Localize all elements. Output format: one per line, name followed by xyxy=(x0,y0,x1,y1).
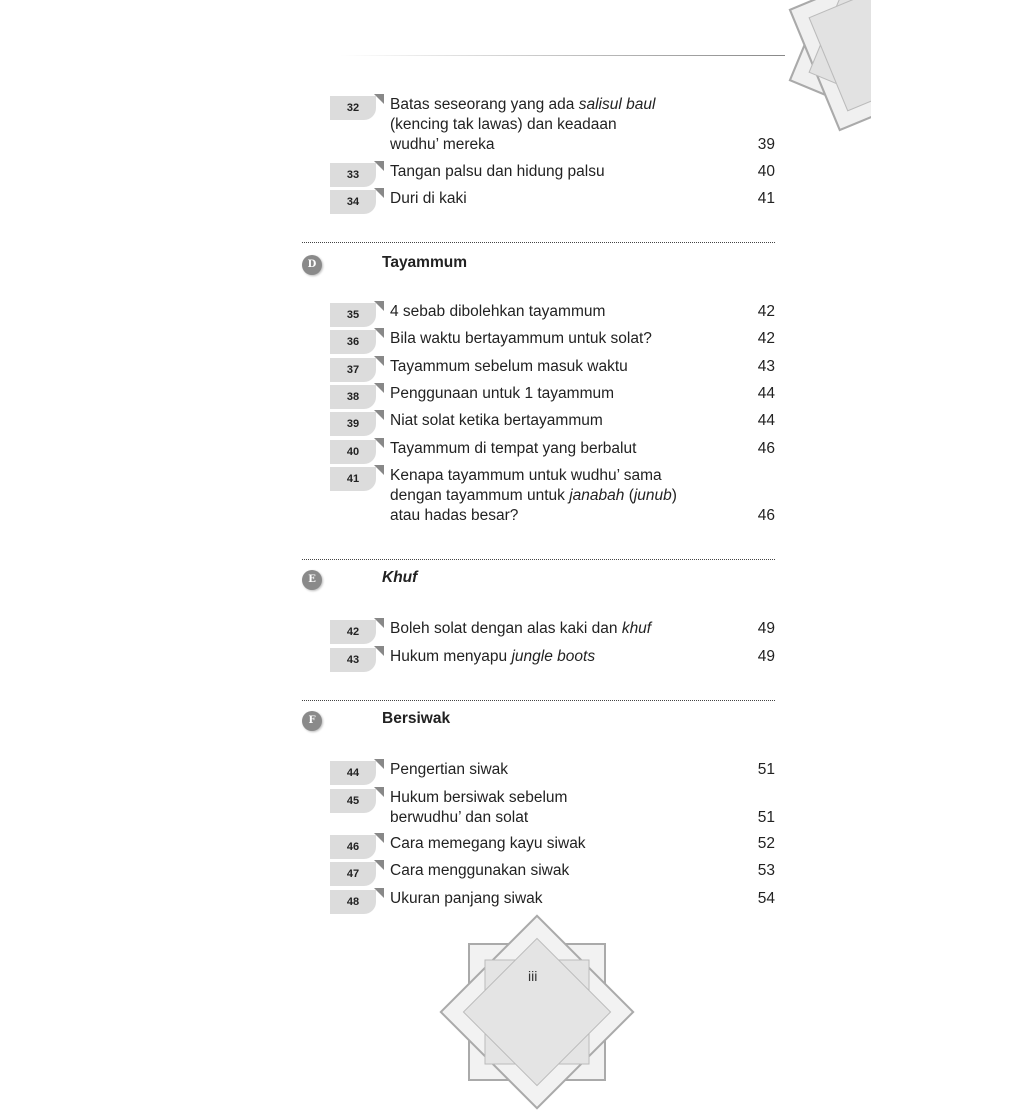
entry-number-badge: 38 xyxy=(330,385,376,409)
text: ) xyxy=(671,487,677,504)
corner-triangle-icon xyxy=(374,618,384,628)
text: Hukum bersiwak sebelum xyxy=(390,789,568,806)
text: Boleh solat dengan alas kaki dan xyxy=(390,620,622,637)
corner-triangle-icon xyxy=(374,860,384,870)
entry-title-line xyxy=(390,466,730,486)
entry-title xyxy=(390,619,730,639)
italic-text: jungle boots xyxy=(511,648,596,665)
corner-triangle-icon xyxy=(374,356,384,366)
entry-page-number: 54 xyxy=(757,890,775,907)
entry-title xyxy=(390,189,730,209)
entry-title-line xyxy=(390,808,730,828)
page-number: iii xyxy=(528,968,538,984)
entry-page-number: 42 xyxy=(757,330,775,347)
text: atau hadas besar? xyxy=(390,507,519,524)
text: Batas seseorang yang ada xyxy=(390,96,579,113)
entry-page-number: 53 xyxy=(757,862,775,879)
text: 4 sebab dibolehkan tayammum xyxy=(390,303,606,320)
corner-triangle-icon xyxy=(374,465,384,475)
corner-triangle-icon xyxy=(374,833,384,843)
text: Tayammum di tempat yang berbalut xyxy=(390,440,637,457)
corner-triangle-icon xyxy=(374,328,384,338)
text: Tayammum sebelum masuk waktu xyxy=(390,358,628,375)
section-divider xyxy=(302,242,775,243)
entry-number-badge: 36 xyxy=(330,330,376,354)
entry-title-line xyxy=(390,162,730,182)
entry-title-line xyxy=(390,189,730,209)
entry-number-badge: 43 xyxy=(330,648,376,672)
italic-text: khuf xyxy=(621,620,652,637)
section-divider xyxy=(302,559,775,560)
entry-title-line xyxy=(390,619,730,639)
entry-number-badge: 41 xyxy=(330,467,376,491)
entry-title xyxy=(390,329,730,349)
entry-page-number: 43 xyxy=(757,358,775,375)
entry-number-badge: 39 xyxy=(330,412,376,436)
text: wudhu’ mereka xyxy=(390,136,495,153)
text: Tayammum xyxy=(382,254,467,271)
entry-title-line xyxy=(390,647,730,667)
entry-page-number: 44 xyxy=(757,412,775,429)
entry-title xyxy=(390,466,730,526)
entry-page-number: 41 xyxy=(757,190,775,207)
entry-title-line xyxy=(390,861,730,881)
corner-triangle-icon xyxy=(374,646,384,656)
entry-title xyxy=(390,302,730,322)
italic-text: junub xyxy=(633,487,672,504)
entry-title xyxy=(390,647,730,667)
entry-title-line xyxy=(390,411,730,431)
entry-title xyxy=(390,357,730,377)
section-letter-badge: F xyxy=(302,711,322,731)
entry-title-line xyxy=(390,357,730,377)
text: (kencing tak lawas) dan keadaan xyxy=(390,116,617,133)
entry-title xyxy=(390,411,730,431)
text: Tangan palsu dan hidung palsu xyxy=(390,163,605,180)
text: Niat solat ketika bertayammum xyxy=(390,412,603,429)
entry-number-badge: 35 xyxy=(330,303,376,327)
section-title xyxy=(382,569,417,587)
entry-title xyxy=(390,95,730,155)
entry-number-badge: 42 xyxy=(330,620,376,644)
entry-page-number: 44 xyxy=(757,385,775,402)
text: Hukum menyapu xyxy=(390,648,512,665)
entry-number-badge: 46 xyxy=(330,835,376,859)
entry-title xyxy=(390,384,730,404)
entry-page-number: 51 xyxy=(757,809,775,826)
entry-title-line xyxy=(390,889,730,909)
corner-triangle-icon xyxy=(374,383,384,393)
entry-number-badge: 44 xyxy=(330,761,376,785)
italic-text: janabah xyxy=(569,487,625,504)
entry-title-line xyxy=(390,788,730,808)
corner-triangle-icon xyxy=(374,94,384,104)
corner-triangle-icon xyxy=(374,888,384,898)
entry-page-number: 40 xyxy=(757,163,775,180)
entry-page-number: 49 xyxy=(757,648,775,665)
entry-title-line xyxy=(390,439,730,459)
entry-number-badge: 40 xyxy=(330,440,376,464)
corner-triangle-icon xyxy=(374,410,384,420)
corner-triangle-icon xyxy=(374,759,384,769)
text: ( xyxy=(624,487,634,504)
text: Cara menggunakan siwak xyxy=(390,862,570,879)
page-margin xyxy=(871,0,1024,1024)
text: Pengertian siwak xyxy=(390,761,509,778)
entry-number-badge: 45 xyxy=(330,789,376,813)
italic-text: Khuf xyxy=(382,569,418,586)
entry-page-number: 46 xyxy=(757,440,775,457)
entry-title-line xyxy=(390,834,730,854)
text: Penggunaan untuk 1 tayammum xyxy=(390,385,615,402)
entry-page-number: 46 xyxy=(757,507,775,524)
section-divider xyxy=(302,700,775,701)
entry-page-number: 42 xyxy=(757,303,775,320)
section-letter-badge: E xyxy=(302,570,322,590)
text: Kenapa tayammum untuk wudhu’ sama xyxy=(390,467,662,484)
section-title xyxy=(382,710,450,728)
entry-number-badge: 33 xyxy=(330,163,376,187)
entry-title xyxy=(390,834,730,854)
entry-title-line xyxy=(390,115,730,135)
entry-title xyxy=(390,861,730,881)
entry-title xyxy=(390,889,730,909)
entry-title xyxy=(390,760,730,780)
text: Bila waktu bertayammum untuk solat? xyxy=(390,330,652,347)
text: Ukuran panjang siwak xyxy=(390,890,543,907)
entry-page-number: 51 xyxy=(757,761,775,778)
star-ornament-bottom xyxy=(437,912,637,1112)
entry-title-line xyxy=(390,486,730,506)
entry-title-line xyxy=(390,329,730,349)
italic-text: salisul baul xyxy=(578,96,656,113)
entry-number-badge: 37 xyxy=(330,358,376,382)
corner-triangle-icon xyxy=(374,438,384,448)
entry-page-number: 49 xyxy=(757,620,775,637)
entry-title xyxy=(390,788,730,828)
entry-page-number: 39 xyxy=(757,136,775,153)
text: berwudhu’ dan solat xyxy=(390,809,529,826)
corner-triangle-icon xyxy=(374,787,384,797)
entry-title-line xyxy=(390,302,730,322)
entry-page-number: 52 xyxy=(757,835,775,852)
entry-title-line xyxy=(390,95,730,115)
entry-title-line xyxy=(390,506,730,526)
corner-triangle-icon xyxy=(374,161,384,171)
entry-title xyxy=(390,162,730,182)
entry-number-badge: 48 xyxy=(330,890,376,914)
entry-number-badge: 32 xyxy=(330,96,376,120)
entry-number-badge: 34 xyxy=(330,190,376,214)
text: Bersiwak xyxy=(382,710,451,727)
corner-triangle-icon xyxy=(374,188,384,198)
text: dengan tayammum untuk xyxy=(390,487,570,504)
corner-triangle-icon xyxy=(374,301,384,311)
section-letter-badge: D xyxy=(302,255,322,275)
entry-title-line xyxy=(390,135,730,155)
entry-title-line xyxy=(390,384,730,404)
section-title xyxy=(382,254,467,272)
entry-title xyxy=(390,439,730,459)
entry-title-line xyxy=(390,760,730,780)
text: Cara memegang kayu siwak xyxy=(390,835,586,852)
entry-number-badge: 47 xyxy=(330,862,376,886)
text: Duri di kaki xyxy=(390,190,467,207)
header-rule xyxy=(340,55,785,56)
